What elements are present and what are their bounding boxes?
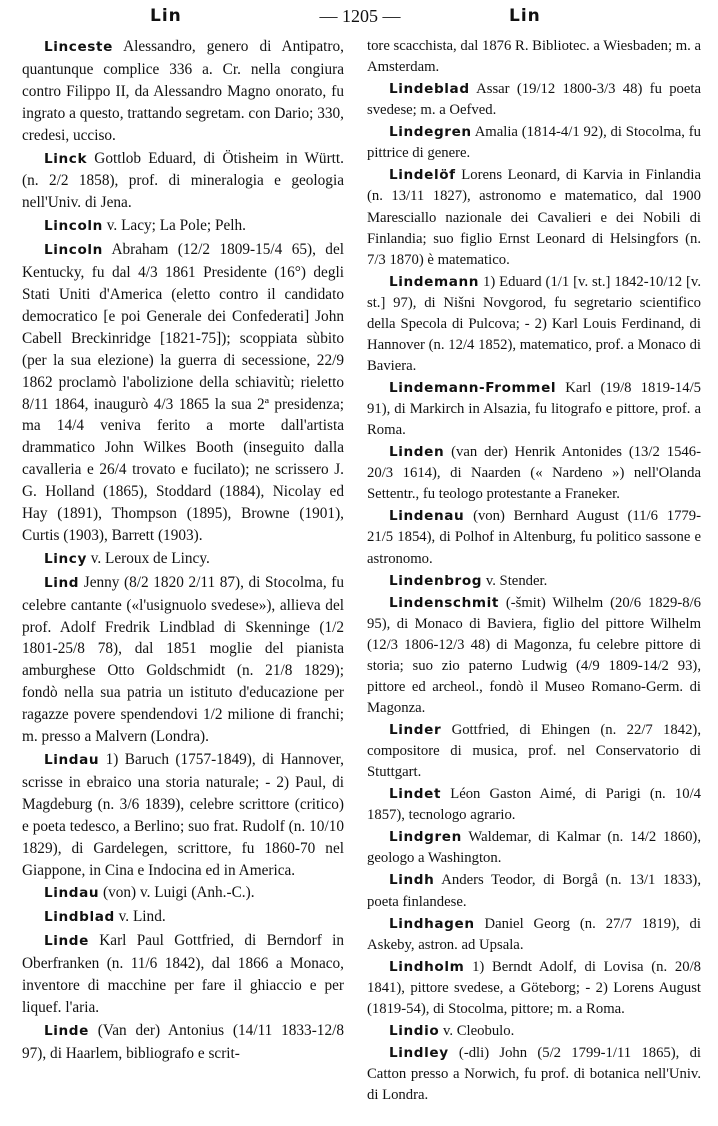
dictionary-entry [367,720,701,783]
dictionary-entry [22,572,344,748]
entry-text: Gottlob Eduard, di Ötisheim in Württ. (n. 2/2 1858), prof. di mineralogia e geologia nell'Univ. di Jena. [22,149,344,212]
entry-headword: Lindholm [389,958,465,975]
dictionary-entry [367,784,701,826]
dictionary-entry [22,882,344,905]
entry-text: Waldemar, di Kalmar (n. 14/2 1860), geologo a Washington. [367,829,701,867]
dictionary-entry [22,215,344,238]
dictionary-entry [22,239,344,547]
entry-headword: Lindegren [389,124,472,141]
dictionary-entry [22,148,344,215]
entry-text: v. Leroux de Lincy. [86,549,210,567]
entry-text: v. Cleobulo. [439,1022,515,1039]
entry-headword: Linde [44,933,89,950]
dictionary-entry [367,506,701,569]
running-header [0,3,718,29]
entry-text: Lorens Leonard, di Karvia in Finlandia (n. 13/11 1827), astronomo e matematico, dal 1900 Maresciallo nazionale dei Cavalieri e dei Nobili di Finlandia; suo figlio Ernst Leonard di Helsingfors (n. 7/3 1870) è matematico. [367,167,701,268]
entry-headword: Lindh [389,872,435,889]
entry-headword: Lindeblad [389,81,470,98]
entry-text: (-dli) John (5/2 1799-1/11 1865), di Catton presso a Norwich, fu prof. di botanica nell'Univ. di Londra. [367,1044,701,1104]
entry-text: (von) Bernhard August (11/6 1779-21/5 1854), di Polhof in Altenburg, fu politico sassone e astronomo. [367,508,701,567]
entry-headword: Lindio [389,1022,440,1039]
entry-text: Jenny (8/2 1820 2/11 87), di Stocolma, fu celebre cantante («l'usignuolo svedese»), allieva del prof. Adolf Fredrik Lindblad di Skenninge (1/2 1801-25/8 78), dal 1851 moglie del pianista amburghese Otto Goldschmidt (n. 21/8 1829); fondò nella sua patria un istituto d'educazione per ragazze povere spendendovi 1/2 milione di franchi; m. presso a Malvern (Londra). [22,573,344,746]
entry-headword: Lindelöf [389,167,456,184]
dictionary-entry [367,914,701,956]
entry-headword: Linden [389,444,445,461]
entry-text: v. Lind. [114,908,166,926]
entry-text: (Van der) Antonius (14/11 1833-12/8 97), di Haarlem, bibliografo e scrit- [22,1021,344,1062]
dictionary-entry [367,1043,701,1106]
entry-headword: Lindet [389,786,442,803]
left-column [22,36,344,1066]
entry-text: Léon Gaston Aimé, di Parigi (n. 10/4 1857), tecnologo agrario. [367,786,701,824]
entry-text: Abraham (12/2 1809-15/4 65), del Kentucky, fu dal 4/3 1861 Presidente (16°) degli Stati Uniti d'America (eletto contro il candidato democratico [e poi Generale dei Confederati] John Cabell Breckinridge [1821-75]); scoppiata sùbito (per la sua elezione) la guerra di secessione, 22/9 1862 proclamò l'abolizione della schiavitù; rieletto 8/11 1864, inaugurò 4/3 1865 la sua 2ª presidenza; ma 14/4 veniva ferito a morte dall'artista drammatico John Wilkes Booth (inseguito dalla cavalleria e 26/4 trovato e fucilato); ne scrissero J. G. Holland (1865), Stoddard (1884), Nicolay ed Hay (1891), Thompson (1895), Browne (1901), Curtis (1903), Barrett (1903). [22,241,344,544]
header-right-guide-word: Lin [509,6,541,26]
header-left-guide-word: Lin [150,6,182,26]
entry-headword: Lindenbrog [389,572,483,589]
dictionary-entry [367,957,701,1020]
dictionary-entry [22,36,344,147]
dictionary-entry [367,827,701,869]
entry-headword: Lindemann-Frommel [389,380,557,396]
dictionary-entry [22,548,344,571]
dictionary-entry [22,1020,344,1065]
dictionary-entry [367,571,701,592]
entry-text: Karl Paul Gottfried, di Berndorf in Oberfranken (n. 11/6 1842), dal 1866 a Monaco, inventore di macchine per fare il ghiaccio e per liquef. l'aria. [22,932,344,1016]
dictionary-entry [367,36,701,78]
entry-headword: Lincoln [44,242,103,259]
dictionary-entry [22,930,344,1019]
entry-headword: Linceste [44,39,113,55]
entry-headword: Lindenau [389,508,465,525]
entry-text: v. Lacy; La Pole; Pelh. [102,217,246,235]
entry-text: Anders Teodor, di Borgå (n. 13/1 1833), poeta finlandese. [367,872,701,910]
entry-headword: Lincy [44,550,87,567]
entry-text: Alessandro, genero di Antipatro, quantunque complice 336 a. Cr. nella congiura contro Filippo II, da Alessandro Magno onorato, fu ingrato a questo, trattando segretam. con Dario; 330, credesi, ucciso. [22,38,344,144]
entry-text: Assar (19/12 1800-3/3 48) fu poeta svedese; m. a Oefved. [367,81,701,119]
entry-headword: Linck [44,150,88,167]
entry-text: (van der) Henrik Antonides (13/2 1546-20/3 1614), di Naarden (« Nardeno ») nell'Olanda Settentr., fu teologo protestante a Franeker. [367,444,701,503]
entry-headword: Lincoln [44,218,103,235]
entry-headword: Lindemann [389,273,480,290]
dictionary-entry [367,165,701,270]
entry-text: 1) Baruch (1757-1849), di Hannover, scrisse in ebraico una storia naturale; - 2) Paul, di Magdeburg (n. 3/6 1839), celebre scrittore (critico) e poeta tedesco, a Berlino; suo frat. Rudolf (n. 10/10 1829), di Gardelegen, scrittore, fu 1860-70 nel Giappone, in Cina e Indocina ed in America. [22,751,344,879]
entry-text: (-šmit) Wilhelm (20/6 1829-8/6 95), di Monaco di Baviera, figlio del pittore Wilhelm (12/3 1806-12/3 48) di Magonza, fu celebre pittore di storia; suo zio paterno Ludwig (4/9 1809-14/2 93), pittore ed archeol., fondò il Museo Romano-Germ. di Magonza. [367,594,701,716]
entry-headword: Lindgren [389,829,462,846]
dictionary-entry [367,1021,701,1042]
entry-text: Daniel Georg (n. 27/7 1819), di Askeby, astron. ad Upsala. [367,915,701,953]
dictionary-entry [367,122,701,164]
entry-headword: Lindblad [44,909,115,926]
dictionary-entry [367,870,701,912]
entry-headword: Lindau [44,752,100,768]
entry-headword: Lindenschmit [389,594,499,611]
dictionary-entry [22,749,344,881]
entry-text: 1) Berndt Adolf, di Lovisa (n. 20/8 1841), pittore svedese, a Göteborg; - 2) Lorens August (1819-54), di Stocolma, pittore; m. a Roma. [367,958,701,1017]
entry-text: v. Stender. [482,572,548,589]
entry-text: Amalia (1814-4/1 92), di Stocolma, fu pittrice di genere. [367,124,701,162]
entry-headword: Lindley [389,1044,449,1061]
entry-headword: Lindhagen [389,915,475,932]
dictionary-entry [367,442,701,505]
page-number: — 1205 — [319,6,401,26]
entry-text: (von) v. Luigi (Anh.-C.). [99,884,255,902]
dictionary-entry [22,906,344,929]
dictionary-entry [367,79,701,121]
entry-text: Karl (19/8 1819-14/5 91), di Markirch in Alsazia, fu litografo e pittore, prof. a Roma. [367,380,701,439]
entry-headword: Lindau [44,885,100,902]
entry-headword: Lind [44,574,80,591]
entry-text: 1) Eduard (1/1 [v. st.] 1842-10/12 [v. st.] 97), di Nišni Novgorod, fu segretario scientifico della Specola di Pulcova; - 2) Karl Louis Ferdinand, di Hannover (n. 12/4 1852), matematico, prof. a Monaco di Baviera. [367,273,701,374]
entry-text: Gottfried, di Ehingen (n. 22/7 1842), compositore di musica, prof. nel Conservatorio di Stuttgart. [367,722,701,781]
dictionary-entry [367,593,701,719]
entry-headword: Linder [389,722,442,738]
dictionary-entry [367,272,701,377]
entry-text: tore scacchista, dal 1876 R. Bibliotec. a Wiesbaden; m. a Amsterdam. [367,38,701,76]
entry-headword: Linde [44,1022,89,1039]
right-column [367,36,701,1107]
dictionary-entry [367,378,701,441]
